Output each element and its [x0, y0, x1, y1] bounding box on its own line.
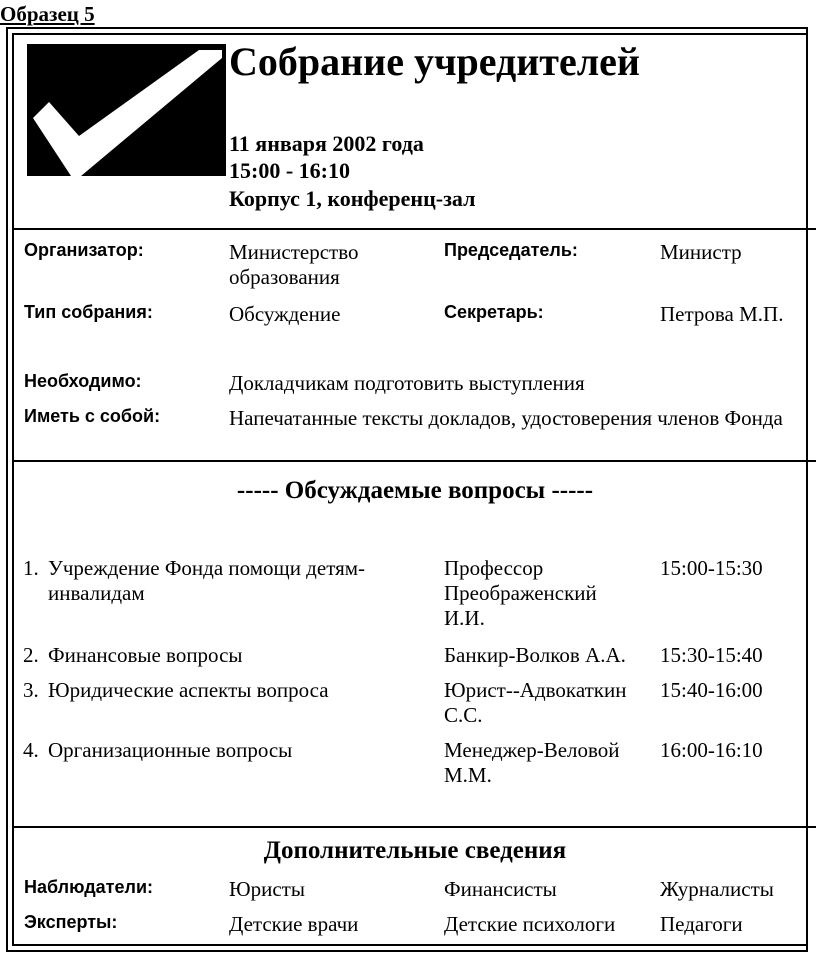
type-label: Тип собрания:: [24, 302, 153, 322]
agenda-item-topic: Финансовые вопросы: [48, 643, 243, 667]
checkmark-logo-icon: [27, 44, 226, 176]
required-label: Необходимо:: [24, 371, 142, 391]
chair-value: Министр: [660, 240, 742, 264]
agenda-item-speaker: М.М.: [444, 763, 492, 787]
agenda-item-topic: Организационные вопросы: [48, 738, 293, 762]
secretary-label: Секретарь:: [444, 302, 544, 322]
agenda-item-topic: Юридические аспекты вопроса: [48, 678, 329, 702]
agenda-item-speaker: Преображенский: [444, 581, 597, 605]
agenda-item-topic: инвалидам: [48, 581, 145, 605]
agenda-item-topic: Учреждение Фонда помощи детям-: [48, 556, 366, 580]
agenda-item-number: 1.: [23, 556, 39, 580]
agenda-item-speaker: Юрист--Адвокаткин: [444, 678, 627, 702]
extra-heading: Дополнительные сведения: [263, 837, 567, 864]
divider-header: [14, 228, 816, 230]
experts-label: Эксперты:: [24, 912, 118, 932]
agenda-item-speaker: С.С.: [444, 703, 483, 727]
chair-label: Председатель:: [444, 240, 578, 260]
observer-item: Журналисты: [660, 877, 774, 901]
bring-value: Напечатанные тексты докладов, удостоверения членов Фонда: [229, 406, 783, 430]
agenda-item-speaker: Банкир-Волков А.А.: [444, 643, 626, 667]
expert-item: Педагоги: [660, 912, 743, 936]
agenda-item-time: 15:30-15:40: [660, 643, 763, 667]
expert-item: Детские психологи: [444, 912, 616, 936]
type-value: Обсуждение: [229, 302, 341, 326]
meeting-location: Корпус 1, конференц-зал: [229, 186, 476, 211]
agenda-item-time: 15:00-15:30: [660, 556, 763, 580]
divider-agenda: [14, 826, 816, 828]
agenda-item-number: 2.: [23, 643, 39, 667]
expert-item: Детские врачи: [229, 912, 359, 936]
meeting-time: 15:00 - 16:10: [229, 158, 350, 183]
agenda-item-speaker: Профессор: [444, 556, 544, 580]
required-value: Докладчикам подготовить выступления: [229, 371, 585, 395]
agenda-heading: ----- Обсуждаемые вопросы -----: [236, 477, 594, 504]
meeting-date: 11 января 2002 года: [229, 131, 424, 156]
meeting-title: Собрание учредителей: [229, 39, 640, 84]
agenda-item-number: 3.: [23, 678, 39, 702]
agenda-item-number: 4.: [23, 738, 39, 762]
observer-item: Юристы: [229, 877, 305, 901]
bring-label: Иметь с собой:: [24, 406, 161, 426]
divider-info: [14, 460, 816, 462]
document-caption: Образец 5: [0, 2, 95, 26]
agenda-item-speaker: Менеджер-Веловой: [444, 738, 620, 762]
organizer-label: Организатор:: [24, 240, 144, 260]
organizer-value-line1: Министерство: [229, 240, 359, 264]
agenda-item-speaker: И.И.: [444, 606, 485, 630]
agenda-item-time: 16:00-16:10: [660, 738, 763, 762]
observer-item: Финансисты: [444, 877, 557, 901]
secretary-value: Петрова М.П.: [660, 302, 784, 326]
observers-label: Наблюдатели:: [24, 877, 154, 897]
organizer-value-line2: образования: [229, 265, 340, 289]
agenda-item-time: 15:40-16:00: [660, 678, 763, 702]
